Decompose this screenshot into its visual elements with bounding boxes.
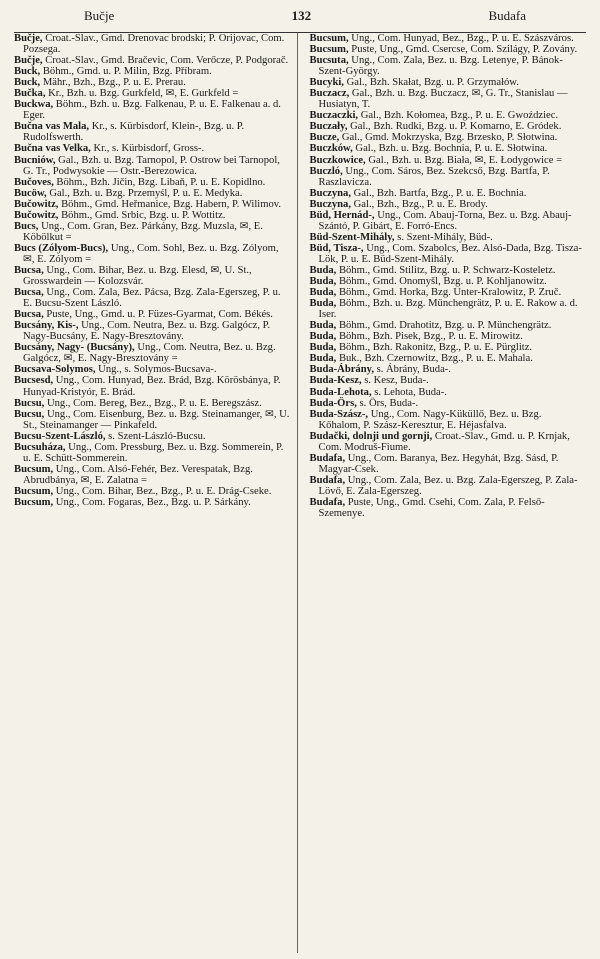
entry-text: Böhm., Gmd. Onomyšl, Bzg. u. P. Kohljanowitz. <box>336 276 547 288</box>
entry-headword: Bucyki, <box>309 77 344 89</box>
entry-headword: Bucsesd, <box>14 375 54 387</box>
directory-entry <box>310 331 587 342</box>
entry-text: Ung., Com. Baranya, Bez. Hegyhát, Bzg. Sásd, P. Magyar-Csek. <box>318 452 559 475</box>
directory-entry <box>14 210 291 221</box>
entry-headword: Buck, <box>14 77 41 89</box>
directory-entry <box>14 431 291 442</box>
directory-entry <box>14 497 291 508</box>
directory-entry <box>310 110 587 121</box>
entry-text: Ung., Com. Bihar, Bez., Bzg., P. u. E. Drág-Cseke. <box>53 485 272 497</box>
entry-headword: Bucs (Zólyom-Bucs), <box>14 242 109 254</box>
directory-entry <box>14 88 291 99</box>
entry-headword: Bucsum, <box>309 33 349 44</box>
directory-entry <box>14 99 291 121</box>
entry-headword: Bučka, <box>14 88 46 100</box>
entry-text: Gal., Bzh. u. Bzg. Przemyśl, P. u. E. Medyka. <box>46 187 243 199</box>
directory-entry <box>310 387 587 398</box>
entry-text: Gal., Bzh., Bzg., P. u. E. Brody. <box>351 198 488 210</box>
entry-text: Ung., Com. Zala, Bez. Pácsa, Bzg. Zala-Egerszeg, P. u. E. Bucsu-Szent László. <box>23 287 281 310</box>
entry-text: Croat.-Slav., Gmd. Drenovac brodski; P. Orijovac, Com. Pozsega. <box>23 33 285 56</box>
left-column <box>14 33 298 953</box>
directory-entry <box>14 77 291 88</box>
entry-headword: Bučje, <box>14 33 43 44</box>
entry-text: Gal., Bzh. Kołomea, Bzg., P. u. E. Gwoździec. <box>358 110 559 122</box>
entry-headword: Bucsu-Szent-László, <box>14 430 106 442</box>
entry-text: Böhm., Gmd. Stilitz, Bzg. u. P. Schwarz-Kosteletz. <box>336 264 556 276</box>
directory-entry <box>14 398 291 409</box>
directory-entry <box>310 320 587 331</box>
entry-headword: Bucöw, <box>14 187 47 199</box>
entry-text: Ung., Com. Sáros, Bez. Szekcső, Bzg. Bartfa, P. Raszlavicza. <box>318 165 550 188</box>
directory-entry <box>310 398 587 409</box>
entry-text: Böhm., Gmd. Heřmanice, Bzg. Habern, P. Wilimov. <box>58 198 282 210</box>
entry-text: s. Lehota, Buda-. <box>371 386 447 398</box>
entry-headword: Buczló, <box>309 165 343 177</box>
entry-headword: Bucniów, <box>14 154 56 166</box>
entry-text: Mähr., Bzh., Bzg., P. u. E. Prerau. <box>40 77 186 89</box>
entry-headword: Bucsuta, <box>309 55 349 67</box>
entry-headword: Bucsum, <box>14 485 54 497</box>
entry-headword: Buczały, <box>309 121 348 133</box>
entry-text: Puste, Ung., Gmd. u. P. Füzes-Gyarmat, Com. Békés. <box>43 309 273 321</box>
entry-headword: Buckwa, <box>14 99 54 111</box>
directory-entry <box>310 232 587 243</box>
directory-entry <box>14 364 291 375</box>
entry-headword: Buda-Kesz, <box>309 375 362 387</box>
entry-headword: Bucsány, Kis-, <box>14 320 79 332</box>
directory-entry <box>310 188 587 199</box>
entry-text: Ung., Com. Pressburg, Bez. u. Bzg. Sommerein, P. u. E. Schütt-Sommerein. <box>23 441 284 464</box>
directory-entry <box>14 486 291 497</box>
directory-entry <box>14 442 291 464</box>
entry-text: Böhm., Gmd. Srbic, Bzg. u. P. Wottitz. <box>58 209 226 221</box>
entry-text: s. Szent-Mihály, Büd-. <box>394 231 493 243</box>
entry-text: Ung., Com. Bereg, Bez., Bzg., P. u. E. Beregszász. <box>44 397 262 409</box>
entry-text: Ung., Com. Zala, Bez. u. Bzg. Zala-Egerszeg, P. Zala-Lövő, E. Zala-Egerszeg. <box>318 474 578 497</box>
directory-entry <box>14 177 291 188</box>
entry-text: Gal., Gmd. Mokrzyska, Bzg. Brzesko, P. Słotwina. <box>339 132 558 144</box>
entry-text: Croat.-Slav., Gmd. u. P. Krnjak, Com. Modruš-Fiume. <box>318 430 570 453</box>
entry-text: Ung., Com. Eisenburg, Bez. u. Bzg. Steinamanger, ✉, U. St., Steinamanger — Pinkafeld. <box>23 408 290 431</box>
entry-headword: Budački, dolnji und gornji, <box>309 430 433 442</box>
entry-headword: Buczków, <box>309 143 353 155</box>
entry-headword: Buda, <box>309 353 337 365</box>
directory-entry <box>14 221 291 243</box>
entry-headword: Buczaczki, <box>309 110 359 122</box>
page-header <box>14 8 586 30</box>
directory-entry <box>14 143 291 154</box>
entry-headword: Buczyna, <box>309 198 351 210</box>
directory-entry <box>310 475 587 497</box>
entry-headword: Bucsum, <box>14 463 54 475</box>
entry-headword: Bučowitz, <box>14 198 59 210</box>
entry-headword: Buda, <box>309 320 337 332</box>
directory-entry <box>14 155 291 177</box>
entry-text: Ung., Com. Hunyad, Bez., Bzg., P. u. E. Szászváros. <box>348 33 574 44</box>
entry-text: s. Ábrány, Buda-. <box>373 364 451 376</box>
directory-entry <box>310 265 587 276</box>
directory-entry <box>310 77 587 88</box>
directory-entry <box>310 431 587 453</box>
entry-text: Puste, Ung., Gmd. Csehi, Com. Zala, P. Felső-Szemenye. <box>318 496 545 520</box>
entry-text: Ung., Com. Sohl, Bez. u. Bzg. Zólyom, ✉, E. Zólyom = <box>23 242 279 265</box>
entry-text: Gal., Bzh. u. Bzg. Buczacz, ✉, G. Tr., Stanislau — Husiatyn, T. <box>318 88 568 111</box>
entry-headword: Buda, <box>309 331 337 343</box>
entry-headword: Budafa, <box>309 452 346 464</box>
entry-headword: Buda, <box>309 276 337 288</box>
entry-text: s. Örs, Buda-. <box>356 397 419 409</box>
header-right-keyword: Budafa <box>488 8 526 23</box>
entry-headword: Bucsum, <box>309 44 349 56</box>
directory-entry <box>310 298 587 320</box>
entry-text: Ung., Com. Neutra, Bez. u. Bzg. Galgócz, P. Nagy-Bucsány, E. Nagy-Bresztovány. <box>23 320 271 343</box>
entry-text: Ung., Com. Neutra, Bez. u. Bzg. Galgócz, ✉, E. Nagy-Bresztovány = <box>23 342 276 365</box>
directory-entry <box>14 287 291 309</box>
entry-text: Böhm., Bzh. u. Bzg. Münchengrätz, P. u. E. Rakow a. d. Iser. <box>318 298 578 321</box>
entry-text: Gal., Bzh. u. Bzg. Biała, ✉, E. Łodygowice = <box>365 154 563 166</box>
entry-text: Böhm., Bzh. u. Bzg. Falkenau, P. u. E. Falkenau a. d. Eger. <box>23 99 281 122</box>
entry-headword: Bučna vas Mala, <box>14 121 90 133</box>
entry-text: Buk., Bzh. Czernowitz, Bzg., P. u. E. Mahala. <box>336 353 533 365</box>
entry-headword: Bucsum, <box>14 496 54 508</box>
entry-headword: Bučoves, <box>14 176 54 188</box>
entry-text: Kr., Bzh. u. Bzg. Gurkfeld, ✉, E. Gurkfeld = <box>45 88 239 100</box>
entry-headword: Buda, <box>309 298 337 310</box>
directory-entry <box>310 287 587 298</box>
entry-headword: Bucsu, <box>14 408 45 420</box>
directory-entry <box>14 243 291 265</box>
directory-entry <box>310 497 587 519</box>
directory-entry <box>310 243 587 265</box>
directory-entry <box>14 199 291 210</box>
right-column <box>308 33 587 953</box>
entry-headword: Bucs, <box>14 220 39 232</box>
directory-entry <box>14 320 291 342</box>
entry-headword: Buczyna, <box>309 187 351 199</box>
page-number: 132 <box>291 8 312 23</box>
entry-text: Ung., Com. Alsó-Fehér, Bez. Verespatak, Bzg. Abrudbánya, ✉, E. Zalatna = <box>23 463 253 486</box>
entry-headword: Buck, <box>14 66 41 78</box>
entry-text: Böhm., Gmd. Horka, Bzg. Unter-Kralowitz, P. Zruč. <box>336 287 562 299</box>
entry-headword: Bucsa, <box>14 309 44 321</box>
directory-entry <box>310 453 587 475</box>
directory-entry <box>14 33 291 55</box>
entry-text: Ung., Com. Szabolcs, Bez. Alsó-Dada, Bzg. Tisza-Lök, P. u. E. Büd-Szent-Mihály. <box>318 242 582 265</box>
header-left-keyword: Bučje <box>84 8 115 23</box>
entry-text: Böhm., Bzh. Pisek, Bzg., P. u. E. Mirowitz. <box>336 331 523 343</box>
directory-entry <box>310 132 587 143</box>
directory-entry <box>310 353 587 364</box>
directory-entry <box>14 342 291 364</box>
directory-entry <box>14 375 291 397</box>
directory-entry <box>14 188 291 199</box>
entry-text: Puste, Ung., Gmd. Csercse, Com. Szilágy, P. Zovány. <box>348 44 578 56</box>
directory-entry <box>310 210 587 232</box>
entry-text: Ung., Com. Abauj-Torna, Bez. u. Bzg. Abauj-Szántó, P. Gibárt, E. Forró-Encs. <box>318 209 572 232</box>
directory-entry <box>14 309 291 320</box>
entry-text: Gal., Bzh. Skałat, Bzg. u. P. Grzymałów. <box>343 77 519 89</box>
directory-entry <box>310 375 587 386</box>
entry-headword: Buczkowice, <box>309 154 366 166</box>
entry-headword: Bucsány, Nagy- (Bucsány), <box>14 342 135 354</box>
entry-headword: Budafa, <box>309 474 346 486</box>
directory-entry <box>310 143 587 154</box>
entry-headword: Bučje, <box>14 55 43 67</box>
entry-headword: Buda-Örs, <box>309 397 357 409</box>
entry-headword: Buda-Szász-, <box>309 408 369 420</box>
entry-headword: Bucsu, <box>14 397 45 409</box>
directory-entry <box>310 88 587 110</box>
directory-entry <box>310 33 587 44</box>
entry-text: Böhm., Bzh. Rakonitz, Bzg., P. u. E. Pürglitz. <box>336 342 533 354</box>
directory-entry <box>14 464 291 486</box>
entry-headword: Bučna vas Velka, <box>14 143 91 155</box>
directory-entry <box>310 409 587 431</box>
entry-text: Kr., s. Kürbisdorf, Klein-, Bzg. u. P. Rudolfswerth. <box>23 121 245 144</box>
entry-text: Böhm., Gmd. Drahotitz, Bzg. u. P. Münchengrätz. <box>336 320 552 332</box>
directory-entry <box>14 55 291 66</box>
entry-headword: Büd, Tisza-, <box>309 242 364 254</box>
directory-entry <box>14 409 291 431</box>
directory-entry <box>310 55 587 77</box>
directory-entry <box>310 276 587 287</box>
directory-entry <box>14 66 291 77</box>
entry-headword: Bucsa, <box>14 287 44 299</box>
entry-text: Ung., Com. Zala, Bez. u. Bzg. Letenye, P. Bánok-Szent-György. <box>318 55 563 78</box>
entry-headword: Buda, <box>309 287 337 299</box>
entry-text: Gal., Bzh. u. Bzg. Bochnia, P. u. E. Słotwina. <box>352 143 548 155</box>
entry-text: Ung., Com. Gran, Bez. Párkány, Bzg. Muzsla, ✉, E. Köbölkut = <box>23 220 263 243</box>
entry-headword: Buda, <box>309 264 337 276</box>
directory-entry <box>310 121 587 132</box>
entry-headword: Bučowitz, <box>14 209 59 221</box>
entry-text: Ung., Com. Nagy-Küküllő, Bez. u. Bzg. Kőhalom, P. Szász-Keresztur, E. Héjasfalva. <box>318 408 542 431</box>
directory-entry <box>14 121 291 143</box>
directory-entry <box>310 155 587 166</box>
entry-text: Ung., s. Solymos-Bucsava-. <box>95 364 217 376</box>
directory-entry <box>310 364 587 375</box>
directory-entry <box>310 199 587 210</box>
entry-headword: Bucsuháza, <box>14 441 66 453</box>
entry-headword: Büd, Hernád-, <box>309 209 375 221</box>
entry-text: Gal., Bzh. u. Bzg. Tarnopol, P. Ostrow bei Tarnopol, G. Tr., Podwysokie — Ostr.-Berezowica. <box>23 154 280 177</box>
entry-text: Gal., Bzh. Bartfa, Bzg., P. u. E. Bochnia. <box>351 187 527 199</box>
entry-text: Böhm., Gmd. u. P. Milin, Bzg. Příbram. <box>40 66 212 78</box>
entry-headword: Buczacz, <box>309 88 350 100</box>
entry-text: Ung., Com. Fogaras, Bez., Bzg. u. P. Sárkány. <box>53 496 251 508</box>
columns <box>14 33 586 953</box>
entry-text: Böhm., Bzh. Jičin, Bzg. Libaň, P. u. E. Kopidlno. <box>53 176 266 188</box>
directory-entry <box>14 265 291 287</box>
directory-entry <box>310 44 587 55</box>
entry-text: s. Szent-László-Bucsu. <box>105 430 206 442</box>
entry-headword: Buda, <box>309 342 337 354</box>
entry-headword: Bucze, <box>309 132 340 144</box>
entry-headword: Buda-Ábrány, <box>309 364 374 376</box>
entry-text: Ung., Com. Hunyad, Bez. Brád, Bzg. Körösbánya, P. Hunyad-Kristyór, E. Brád. <box>23 375 281 398</box>
entry-text: Gal., Bzh. Rudki, Bzg. u. P. Komarno, E. Gródek. <box>347 121 562 133</box>
entry-headword: Budafa, <box>309 496 346 508</box>
entry-text: Kr., s. Kürbisdorf, Gross-. <box>90 143 205 155</box>
entry-headword: Bucsava-Solymos, <box>14 364 96 376</box>
directory-entry <box>310 166 587 188</box>
entry-headword: Buda-Lehota, <box>309 386 372 398</box>
entry-text: Croat.-Slav., Gmd. Bračevic, Com. Verőcze, P. Podgorač. <box>42 55 289 67</box>
directory-entry <box>310 342 587 353</box>
entry-text: Ung., Com. Bihar, Bez. u. Bzg. Elesd, ✉, U. St., Grosswardein — Kolozsvár. <box>23 264 252 288</box>
entry-headword: Bucsa, <box>14 264 44 276</box>
entry-text: s. Kesz, Buda-. <box>361 375 429 387</box>
entry-headword: Büd-Szent-Mihály, <box>309 231 395 243</box>
